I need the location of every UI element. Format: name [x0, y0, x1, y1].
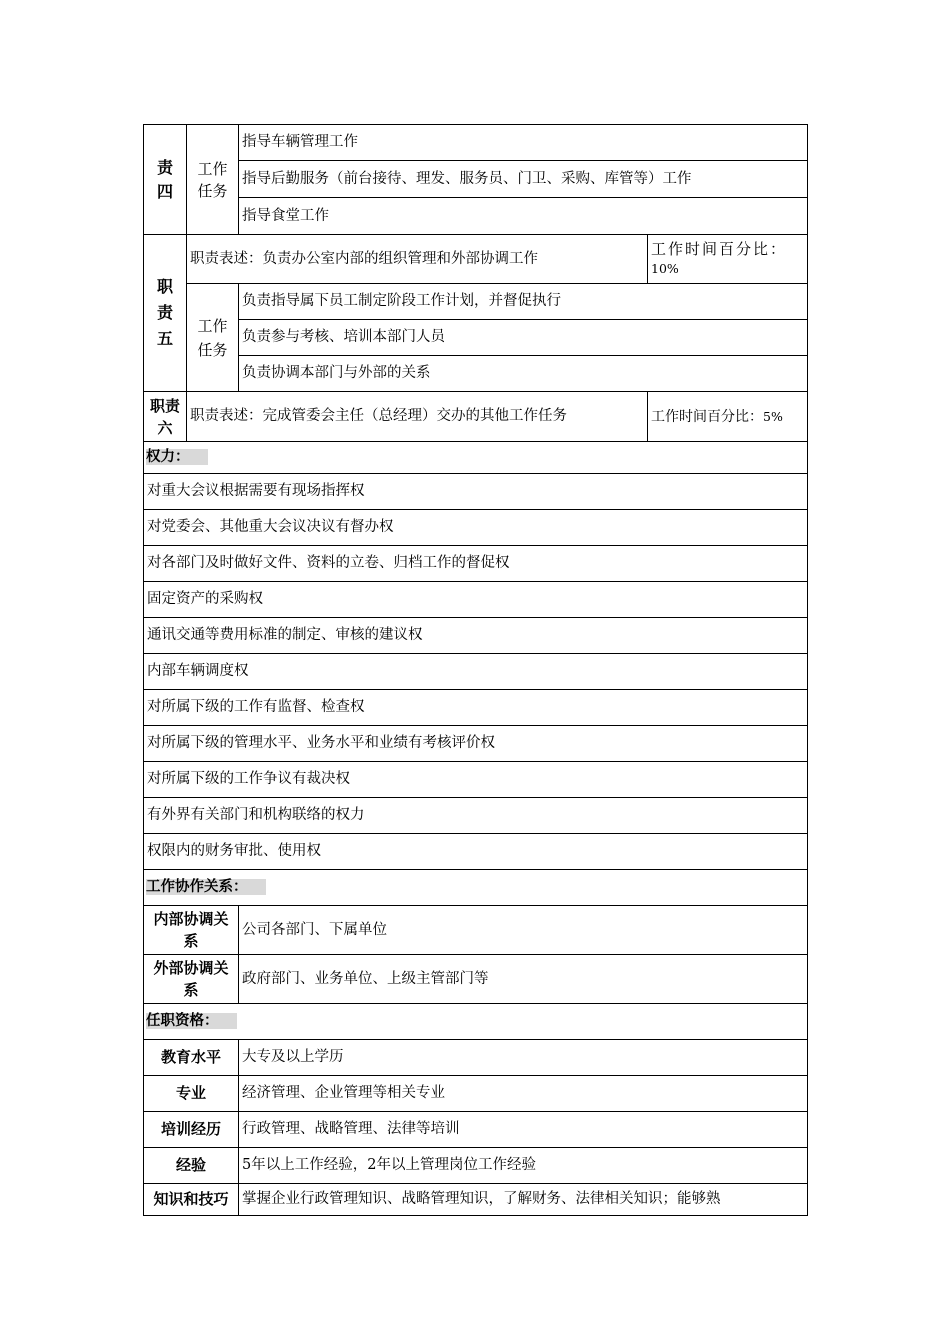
duty5-percent-label: 工作时间百分比： — [651, 240, 788, 258]
power-item: 对所属下级的工作有监督、检查权 — [144, 690, 808, 726]
duty4-label: 责 四 — [144, 125, 187, 235]
power-row — [144, 690, 808, 726]
qualification-label: 培训经历 — [144, 1112, 239, 1148]
duty6-percent-label: 工作时间百分比： — [651, 408, 763, 425]
relations-section-header — [144, 870, 808, 906]
duty4-task: 指导后勤服务（前台接待、理发、服务员、门卫、采购、库管等）工作 — [239, 161, 808, 198]
power-row — [144, 474, 808, 510]
duty6-label: 职责 六 — [144, 392, 187, 442]
relation-label: 外部协调关系 — [144, 955, 239, 1004]
power-item: 对各部门及时做好文件、资料的立卷、归档工作的督促权 — [144, 546, 808, 582]
duty5-task: 负责协调本部门与外部的关系 — [239, 356, 808, 392]
duty6-percent-value: 5% — [763, 408, 783, 424]
power-row — [144, 618, 808, 654]
qualifications-title: 任职资格： — [146, 1013, 237, 1029]
power-item: 对重大会议根据需要有现场指挥权 — [144, 474, 808, 510]
duty5-task: 负责指导属下员工制定阶段工作计划，并督促执行 — [239, 284, 808, 320]
qualifications-section-header — [144, 1004, 808, 1040]
duty5-task-row — [144, 320, 808, 356]
duty6-statement: 职责表述：完成管委会主任（总经理）交办的其他工作任务 — [187, 392, 648, 442]
qualification-label: 专业 — [144, 1076, 239, 1112]
relation-value: 公司各部门、下属单位 — [239, 906, 808, 955]
duty5-statement: 职责表述：负责办公室内部的组织管理和外部协调工作 — [187, 235, 648, 284]
duty5-statement-row — [144, 235, 808, 284]
power-row — [144, 582, 808, 618]
qualification-row — [144, 1040, 808, 1076]
power-item: 对党委会、其他重大会议决议有督办权 — [144, 510, 808, 546]
qualification-label: 经验 — [144, 1148, 239, 1184]
job-description-table — [143, 124, 808, 1216]
power-row — [144, 834, 808, 870]
duty5-task-row — [144, 356, 808, 392]
qualification-row — [144, 1184, 808, 1216]
duty5-percent-value: 10% — [651, 261, 679, 276]
power-row — [144, 510, 808, 546]
duty4-task: 指导食堂工作 — [239, 198, 808, 235]
qualification-label: 教育水平 — [144, 1040, 239, 1076]
qualification-value: 大专及以上学历 — [239, 1040, 808, 1076]
qualification-value: 经济管理、企业管理等相关专业 — [239, 1076, 808, 1112]
power-row — [144, 726, 808, 762]
qualification-row — [144, 1148, 808, 1184]
duty4-task-row — [144, 198, 808, 235]
qualification-value: 掌握企业行政管理知识、战略管理知识，了解财务、法律相关知识；能够熟 — [239, 1184, 808, 1216]
power-item: 权限内的财务审批、使用权 — [144, 834, 808, 870]
relation-row — [144, 906, 808, 955]
duty4-tasks-label: 工作 任务 — [187, 125, 239, 235]
qualification-row — [144, 1112, 808, 1148]
duty5-label: 职 责 五 — [144, 235, 187, 392]
qualification-value: 行政管理、战略管理、法律等培训 — [239, 1112, 808, 1148]
power-item: 对所属下级的管理水平、业务水平和业绩有考核评价权 — [144, 726, 808, 762]
duty5-percent — [648, 235, 808, 284]
qualification-row — [144, 1076, 808, 1112]
power-row — [144, 798, 808, 834]
power-row — [144, 546, 808, 582]
power-item: 通讯交通等费用标准的制定、审核的建议权 — [144, 618, 808, 654]
duty6-percent — [648, 392, 808, 442]
relation-label: 内部协调关系 — [144, 906, 239, 955]
duty4-task: 指导车辆管理工作 — [239, 125, 808, 161]
duty5-task: 负责参与考核、培训本部门人员 — [239, 320, 808, 356]
duty4-task-row — [144, 125, 808, 161]
power-item: 固定资产的采购权 — [144, 582, 808, 618]
qualification-label: 知识和技巧 — [144, 1184, 239, 1216]
duty4-task-row — [144, 161, 808, 198]
power-item: 内部车辆调度权 — [144, 654, 808, 690]
relation-row — [144, 955, 808, 1004]
duty5-task-row — [144, 284, 808, 320]
power-row — [144, 762, 808, 798]
relations-title: 工作协作关系： — [146, 879, 266, 895]
power-row — [144, 654, 808, 690]
powers-section-header — [144, 442, 808, 474]
powers-title: 权力： — [146, 449, 208, 465]
duty6-row — [144, 392, 808, 442]
power-item: 对所属下级的工作争议有裁决权 — [144, 762, 808, 798]
relation-value: 政府部门、业务单位、上级主管部门等 — [239, 955, 808, 1004]
duty5-tasks-label: 工作 任务 — [187, 284, 239, 392]
power-item: 有外界有关部门和机构联络的权力 — [144, 798, 808, 834]
qualification-value: 5年以上工作经验，2年以上管理岗位工作经验 — [239, 1148, 808, 1184]
